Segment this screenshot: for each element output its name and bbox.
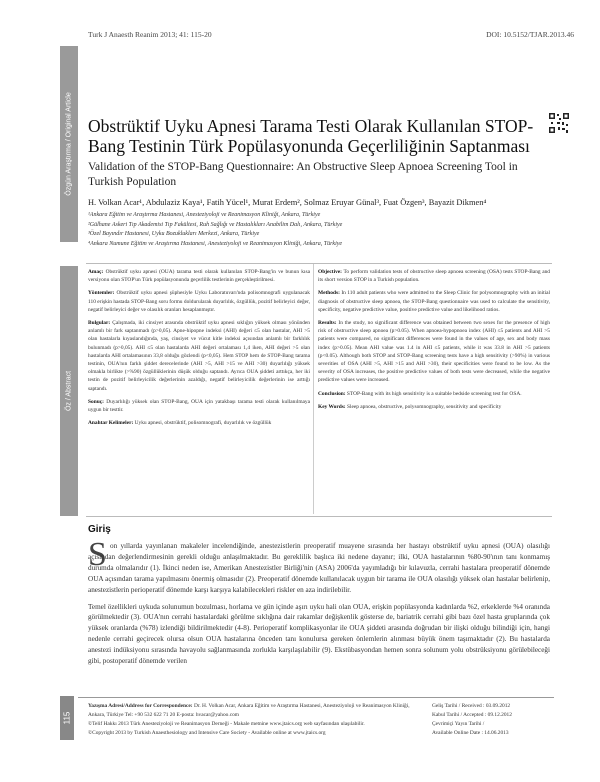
article-type-strip	[60, 46, 78, 242]
affiliation: ⁴Ankara Numune Eğitim ve Araştırma Hastanesi, Anesteziyoloji ve Reanimasyon Kliniği, Ankara, Türkiye	[88, 240, 343, 247]
body-paragraph: Temel özellikleri uykuda solunumun bozulması, horlama ve gün içinde aşırı uyku hali olan OUA, erişkin popülasyonda kadınlarda %2, erkeklerde %4 oranında görülmektedir (3). OUA'nın cerrahi hastalardaki görülme sıklığına dair rakamlar değişkenlik gösterse de, bariatrik cerrahi gibi bazı özel hasta gruplarında çok yüksek oranlarda (%78) izlendiği bildirilmektedir (4-8). Perioperatif komplikasyonlar ile OUA şiddeti arasında doğrudan bir ilişki olduğu bilindiği için, hangi nedenle cerrahi geçirecek olursa olsun OUA hastalarına önceden tanı konulursa gereken önlemlerin alınması büyük önem taşımaktadır (2). Bu hastalarda anestezi indüksiyonu sırasında havayolu sağlanmasında zorlukla karşılaşılabilir (9). Ekstübasyondan hemen sonra solunum yolu obstrüksiyonu görülebileceği gibi, postoperatif dönemde verilen	[88, 602, 550, 666]
keywords-label: Key Words:	[318, 403, 346, 410]
affiliation: ¹Ankara Eğitim ve Araştırma Hastanesi, Anesteziyoloji ve Reanimasyon Kliniği, Ankara, Türkiye	[88, 212, 321, 218]
article-title: Obstrüktif Uyku Apnesi Tarama Testi Olarak Kullanılan STOP-Bang Testinin Türk Popülasyonunda Geçerliliğinin Saptanması	[88, 116, 534, 156]
conclusion-text: STOP-Bang with its high sensitivity is a suitable bedside screening test for OSA.	[346, 390, 522, 397]
methods-text: In 110 adult patients who were admitted to the Sleep Clinic for polysomnography with an initial diagnosis of obstructive sleep apnoea, the STOP-Bang questionnaire was used to calculate the sensitivity, specificity, negative predictive value, positive predictive value and likelihood ratios.	[318, 290, 550, 313]
anahtar-label: Anahtar Kelimeler:	[88, 420, 134, 427]
article-subtitle: Validation of the STOP-Bang Questionnaire: An Obstructive Sleep Apnoea Screening Tool in Turkish Population	[88, 161, 518, 188]
correspondence-text: Dr. H. Volkan Acar, Ankara Eğitim ve Araştırma Hastanesi, Anesteziyoloji ve Reanimasyon Kliniği, Ankara, Türkiye Tel: +90 532 622 71 20 E-posta: hvacar@yahoo.com	[88, 703, 410, 718]
article-type-label: Özgün Araştırma / Original Article	[65, 92, 73, 196]
abstract-bottom-rule	[86, 516, 552, 517]
abstract-strip	[60, 266, 78, 516]
abstract-divider	[313, 264, 314, 514]
results-label: Results:	[318, 320, 337, 327]
footer-correspondence	[88, 702, 418, 738]
journal-citation: Turk J Anaesth Reanim 2013; 41: 115-20	[88, 30, 212, 39]
section-heading: Giriş	[88, 524, 111, 535]
affiliation: ²Gülhane Askeri Tıp Akademisi Tıp Fakültesi, Ruh Sağlığı ve Hastalıkları Anabilim Dalı, Ankara, Türkiye	[88, 221, 343, 228]
received-date: Geliş Tarihi / Received : 03.09.2012	[432, 703, 511, 709]
footer-rule	[78, 697, 554, 698]
abstract-top-rule	[86, 263, 552, 264]
sonuc-text: Duyarlılığı yüksek olan STOP-Bang, OUA için yatakbaşı tarama testi olarak kullanılmaya uygun bir testtir.	[88, 398, 310, 414]
yontem-text: Obstrüktif uyku apnesi şüphesiyle Uyku Laboratuvarı'nda polisomnografi uygulanacak 110 erişkin hastada STOP-Bang soru formu doldurularak duyarlılık, özgüllük, pozitif belirleyici değer, negatif belirleyici değer ve olasılık oranları hesaplanmıştır.	[88, 290, 310, 313]
copyright-tr: ©Telif Hakkı 2013 Türk Anesteziyoloji ve Reanimasyon Derneği - Makale metnine www.jtaics.org web sayfasından ulaşılabilir.	[88, 721, 365, 727]
bulgular-label: Bulgular:	[88, 320, 111, 327]
sonuc-label: Sonuç:	[88, 398, 104, 405]
page-number-strip	[60, 696, 74, 740]
amac-label: Amaç:	[88, 269, 104, 275]
keywords-text: Sleep apnoea, obstructive, polysomnography, sensitivity and specificity	[346, 403, 502, 410]
accepted-date: Kabul Tarihi / Accepted : 09.12.2012	[432, 712, 512, 718]
amac-text: Obstrüktif uyku apnesi (OUA) tarama testi olarak kullanılan STOP-Bang'in ve bunun kısa versiyonu olan STOP'un Türk popülasyonunda geçerlilik testlerinin gerçekleştirilmesi.	[88, 269, 310, 284]
correspondence-label: Yazışma Adresi/Address for Correspondence:	[88, 703, 193, 709]
copyright-en: ©Copyright 2013 by Turkish Anaesthesiology and Intensive Care Society - Available online at www.jtaics.org	[88, 730, 326, 736]
conclusion-label: Conclusion:	[318, 390, 346, 397]
results-text: In the study, no significant difference was obtained between two sexes for the presence of high risk of obstructive sleep apnoea (p>0.05). When apnoea-hypopnoea index (AHI) ≤5 patients and AHI >5 patients were compared, no significant differences were found in the values of age, sex and body mass index (p>0.05). Mean AHI value was 1.4 in AHI ≤5 patients, while it was 33.8 in AHI >5 patients (p<0.05). Although both STOP and STOP-Bang screening tests have a high sensitivity (>90%) in various severities of OSA (AHI >5, AHI >15 and AHI >30), their specificities were found to be low. As the severity of OSA increases, the positive predictive values of both tests were decreased, while the negative predictive values were increased.	[318, 320, 551, 384]
abstract-label: Öz / Abstract	[65, 370, 73, 412]
objective-label: Objective:	[318, 269, 342, 275]
abstract-english	[318, 268, 550, 416]
body-paragraph: on yıllarda yayınlanan makaleler incelendiğinde, anestezistlerin preoperatif muayene sırasında her hastayı obstrüktif uyku apnesi (OUA) olasılığı açısından değerlendirmesinin gerekli olduğu anlaşılmaktadır. Bu gereklilik başlıca iki nedene dayanır; ilki, OUA hastalarının %80-90'ının tanı konmamış durumda olmalarıdır (1). İkinci neden ise, Amerikan Anestezistler Birliği'nin (ASA) 2006'da yayımladığı bir kılavuzla, cerrahi hastalara preoperatif dönemde OUA açısından tarama yapılmasını önermiş olmasıdır (2). Preoperatif dönemde kullanılacak uygun bir tarama ile OUA olasılığı yüksek olan hastalar belirlenip, anestezistlerin perioperatif dönemde karşı karşıya kalabilecekleri riskler en aza indirilebilir.	[88, 542, 550, 594]
online-date: Available Online Date : 14.06.2013	[432, 730, 509, 736]
methods-label: Methods:	[318, 290, 340, 297]
anahtar-text: Uyku apnesi, obstrüktif, polisomnografi, duyarlılık ve özgüllük	[134, 420, 272, 427]
drop-cap: S	[88, 536, 107, 573]
affiliation: ³Özel Bayındır Hastanesi, Uyku Bozuklukları Merkezi, Ankara, Türkiye	[88, 231, 260, 238]
yontem-label: Yöntemler:	[88, 290, 115, 297]
doi: DOI: 10.5152/TJAR.2013.46	[486, 30, 574, 39]
objective-text: To perform validation tests of obstructive sleep apnoea screening (OSA) tests STOP-Bang and its short version STOP in a Turkish population.	[318, 269, 550, 284]
footer-dates	[432, 702, 562, 738]
body-text	[88, 541, 550, 673]
bulgular-text: Çalışmada, iki cinsiyet arasında obstrüktif uyku apnesi sıklığın yüksek olması yönünden anlamlı bir fark saptanmadı (p>0,05). Apne-hipopne indeksi (AHI) değeri ≤5 olan hastalar, AHI >5 olan hastalarla kıyaslandığında, yaş, cinsiyet ve vücut kitle indeksi açısından anlamlı bir farklılık bulunmadı (p>0,05). AHI ≤5 olan hastalarda AHI değeri ortalaması 1,4 iken, AHI değeri >5 olan hastalarda AHI ortalamasının 33,8 olduğu gözlendi (p<0,05). Hem STOP hem de STOP-Bang tarama testinin, OUA'nın farklı şiddet derecelerinde (AHI >5, AHI >15 ve AHI >30) duyarlılığı yüksek olmakla birlikte (>%90) özgüllüklerinin düşük olduğu saptandı. Ayrıca OUA şiddeti arttıkça, her iki testin de pozitif belirleyicilik değerlerinin azaldığı, negatif belirleyicilik değerlerinin ise arttığı saptandı.	[88, 320, 311, 392]
affiliations	[88, 211, 568, 249]
online-date-label: Çevrimiçi Yayın Tarihi /	[432, 721, 485, 727]
authors: H. Volkan Acar¹, Abdulaziz Kaya¹, Fatih Yücel¹, Murat Erdem², Solmaz Eruyar Günal³, Fuat Özgen³, Bayazit Dikmen⁴	[88, 198, 487, 207]
page-number: 115	[62, 711, 72, 725]
abstract-turkish	[88, 268, 310, 432]
